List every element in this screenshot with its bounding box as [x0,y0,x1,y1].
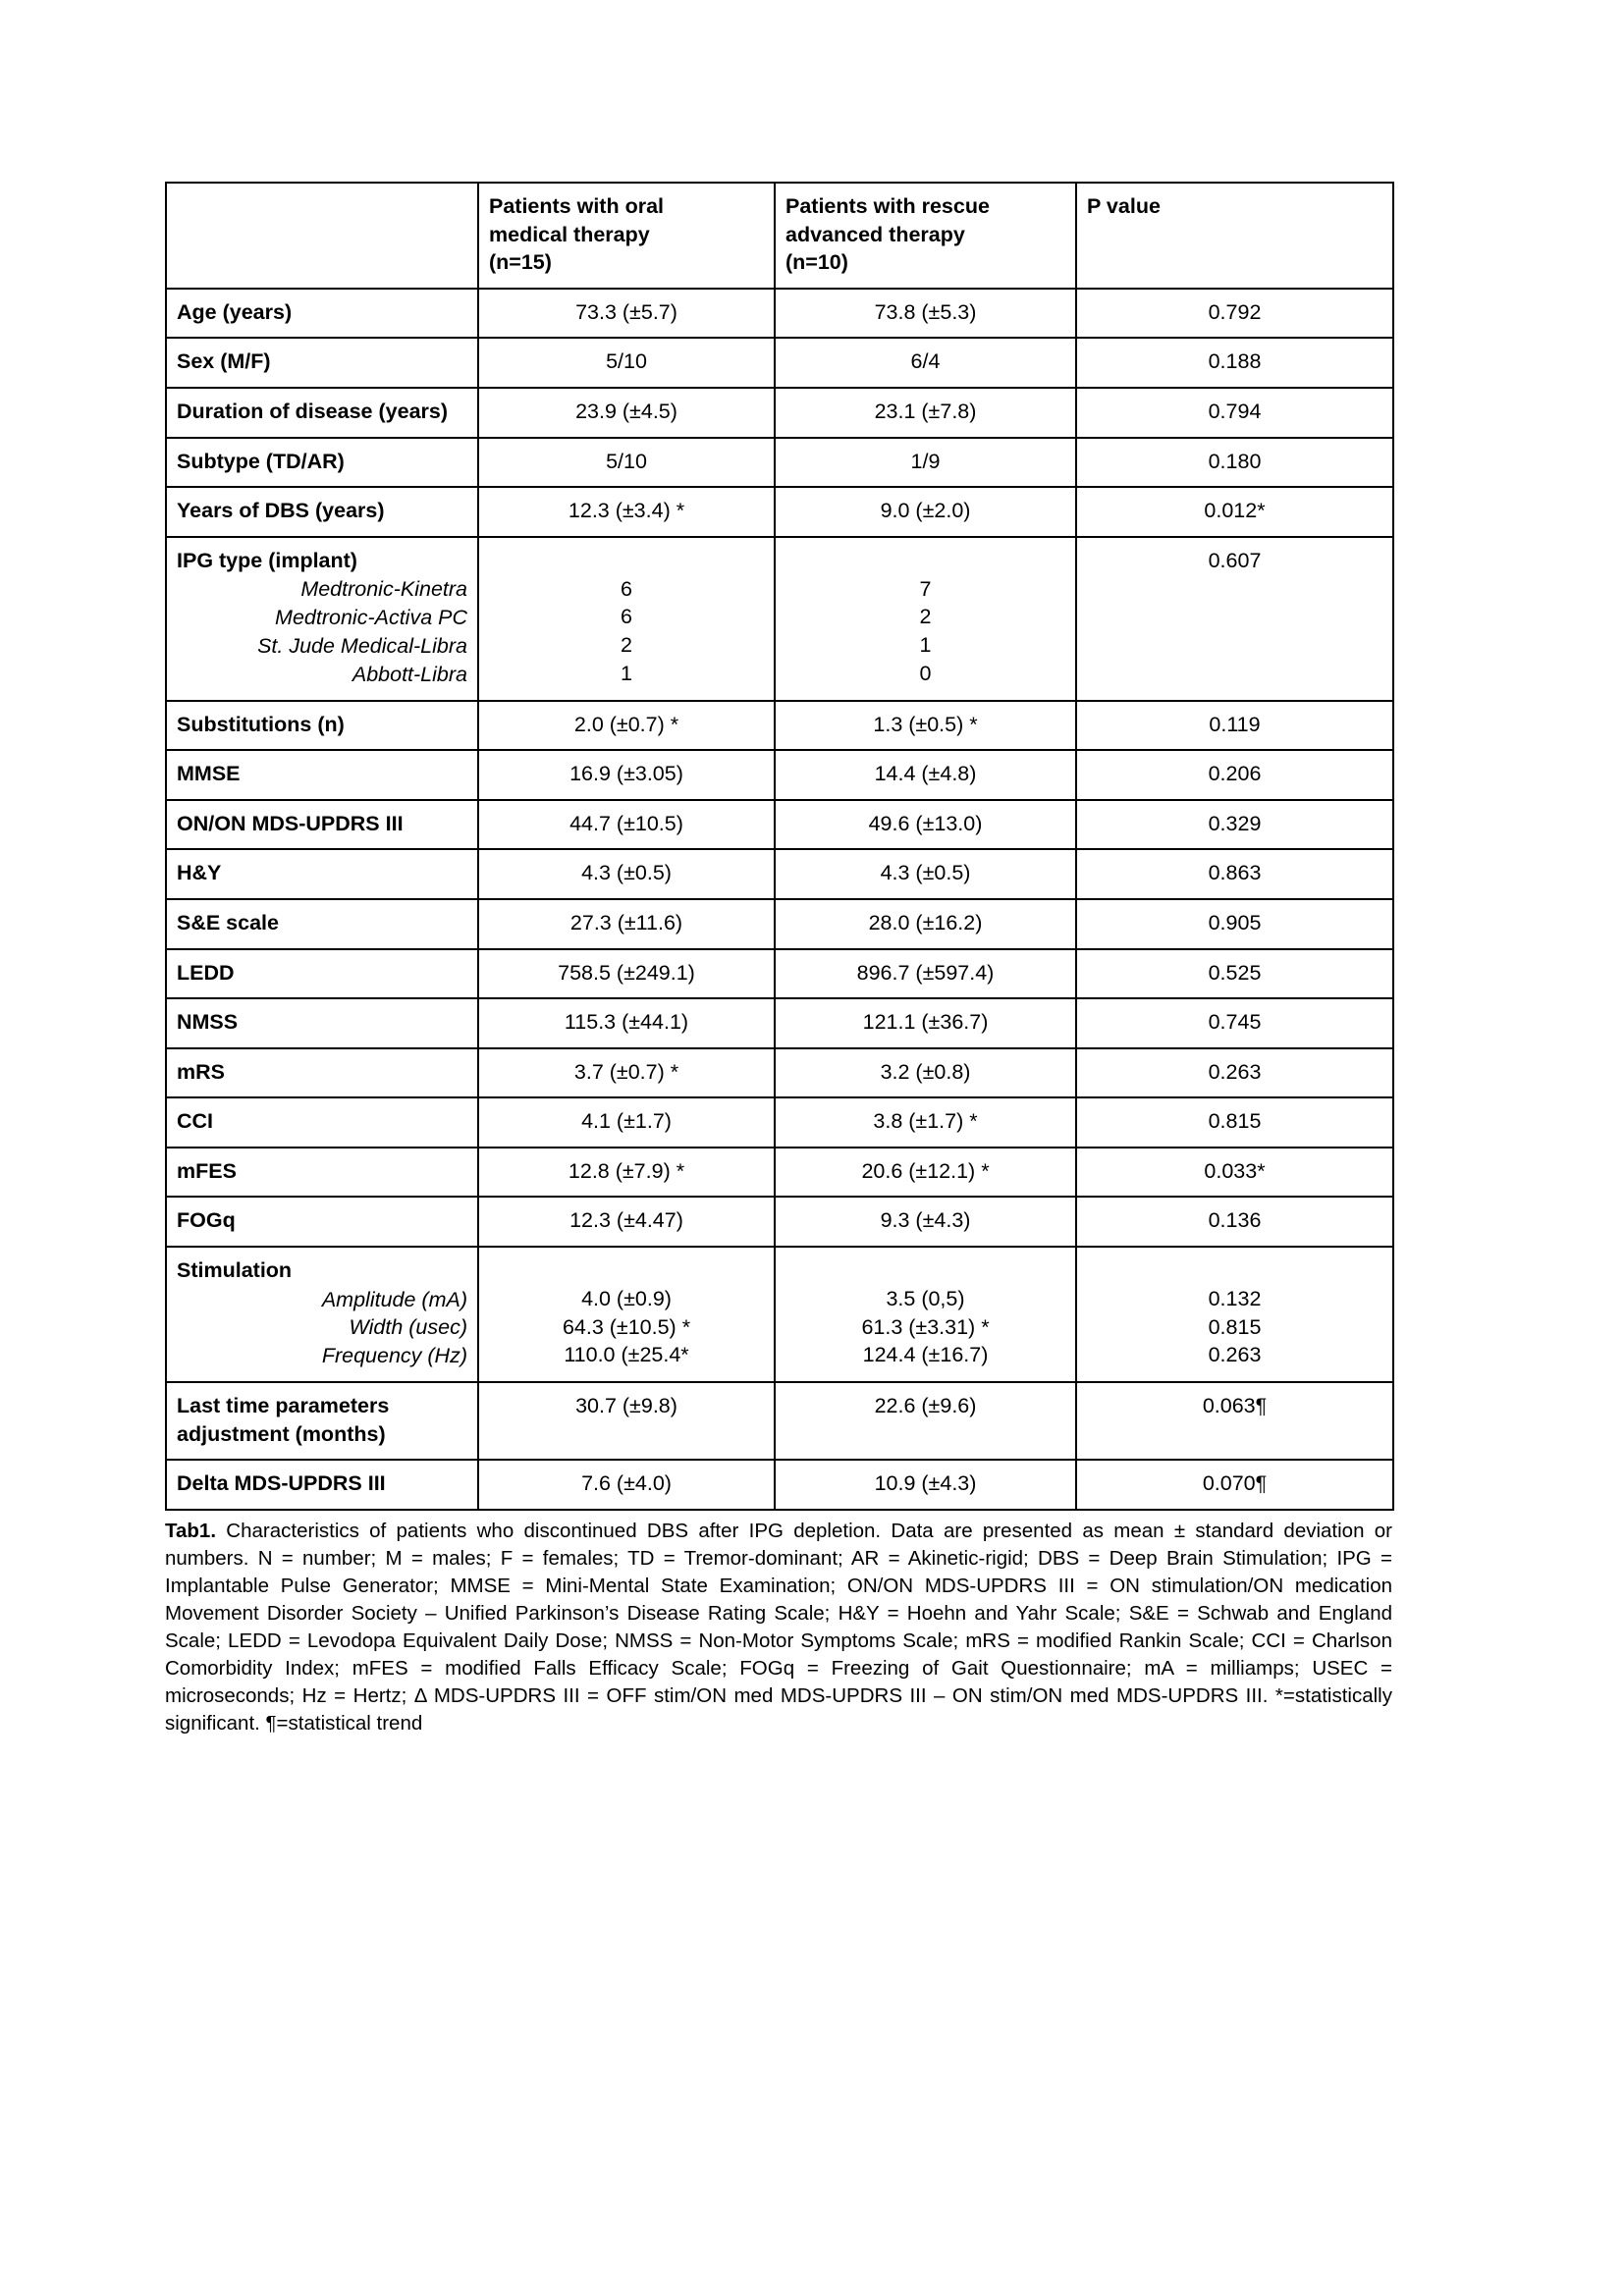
stimulation-item-rescue: 61.3 (±3.31) * [861,1314,990,1339]
row-rescue-value: 1.3 (±0.5) * [775,701,1076,751]
ipg-item-rescue: 0 [919,661,932,685]
stimulation-item-oral: 110.0 (±25.4* [564,1343,689,1367]
row-rescue-value: 73.8 (±5.3) [775,289,1076,339]
table-row [166,1197,1393,1247]
row-label: mRS [166,1048,478,1098]
row-oral-value: 5/10 [478,438,775,488]
stimulation-item-p: 0.815 [1208,1314,1262,1339]
row-p-value: 0.863 [1076,849,1393,899]
row-oral-value: 30.7 (±9.8) [478,1382,775,1460]
row-label: ON/ON MDS-UPDRS III [166,800,478,850]
row-label: Delta MDS-UPDRS III [166,1460,478,1510]
table-row [166,438,1393,488]
row-label: S&E scale [166,899,478,949]
table-row [166,1097,1393,1148]
row-label: H&Y [166,849,478,899]
row-oral-value: 4.3 (±0.5) [478,849,775,899]
characteristics-table [165,182,1394,1511]
header-oral-line3: (n=15) [489,250,552,275]
row-rescue-value: 14.4 (±4.8) [775,750,1076,800]
header-blank-cell [166,183,478,289]
header-rescue-line1: Patients with rescue [785,194,990,218]
row-oral-value: 4.1 (±1.7) [478,1097,775,1148]
stimulation-item-p: 0.132 [1208,1286,1262,1310]
row-label: FOGq [166,1197,478,1247]
header-oral-line2: medical therapy [489,222,650,246]
stimulation-item-rescue: 124.4 (±16.7) [862,1343,989,1367]
table-row [166,899,1393,949]
ipg-item-label: Abbott-Libra [352,662,467,686]
row-p-value: 0.012* [1076,487,1393,537]
table-row [166,1048,1393,1098]
row-oral-value: 758.5 (±249.1) [478,949,775,999]
stimulation-item-label: Width (usec) [349,1315,467,1340]
row-p-value: 0.206 [1076,750,1393,800]
header-oral-therapy [478,183,775,289]
row-p-value: 0.070¶ [1076,1460,1393,1510]
row-label: NMSS [166,998,478,1048]
stimulation-rescue-values [775,1247,1076,1382]
row-p-value: 0.263 [1076,1048,1393,1098]
row-label: Duration of disease (years) [166,388,478,438]
table-row-stimulation-group [166,1247,1393,1382]
ipg-item-label: St. Jude Medical-Libra [257,633,467,658]
ipg-group-label: IPG type (implant) [177,548,357,572]
table-row [166,289,1393,339]
stimulation-item-label: Amplitude (mA) [321,1287,467,1311]
row-label: CCI [166,1097,478,1148]
row-oral-value: 12.8 (±7.9) * [478,1148,775,1198]
row-p-value: 0.525 [1076,949,1393,999]
row-oral-value: 73.3 (±5.7) [478,289,775,339]
row-oral-value: 7.6 (±4.0) [478,1460,775,1510]
row-p-value: 0.815 [1076,1097,1393,1148]
row-p-value: 0.119 [1076,701,1393,751]
row-label: Age (years) [166,289,478,339]
header-rescue-line3: (n=10) [785,250,848,275]
table-header-row [166,183,1393,289]
table-row-ipg-group [166,537,1393,701]
table-row [166,750,1393,800]
table-row [166,949,1393,999]
header-p-value [1076,183,1393,289]
row-oral-value: 12.3 (±4.47) [478,1197,775,1247]
ipg-item-label: Medtronic-Activa PC [275,606,467,630]
row-rescue-value: 22.6 (±9.6) [775,1382,1076,1460]
stimulation-group-label: Stimulation [177,1258,293,1283]
stimulation-p-values [1076,1247,1393,1382]
table-row [166,338,1393,388]
row-rescue-value: 23.1 (±7.8) [775,388,1076,438]
row-oral-value: 5/10 [478,338,775,388]
table-row [166,998,1393,1048]
table-row [166,1382,1393,1460]
row-label: Subtype (TD/AR) [166,438,478,488]
table-row [166,1148,1393,1198]
row-oral-value: 2.0 (±0.7) * [478,701,775,751]
row-p-value: 0.745 [1076,998,1393,1048]
table-row [166,800,1393,850]
ipg-p-value: 0.607 [1076,537,1393,701]
row-oral-value: 3.7 (±0.7) * [478,1048,775,1098]
row-rescue-value: 9.0 (±2.0) [775,487,1076,537]
row-label: mFES [166,1148,478,1198]
row-oral-value: 27.3 (±11.6) [478,899,775,949]
row-rescue-value: 1/9 [775,438,1076,488]
header-p-line1: P value [1087,194,1161,218]
table-row [166,1460,1393,1510]
row-label: Last time parameters adjustment (months) [166,1382,478,1460]
row-rescue-value: 4.3 (±0.5) [775,849,1076,899]
ipg-rescue-values [775,537,1076,701]
table-row [166,849,1393,899]
ipg-item-label: Medtronic-Kinetra [300,577,467,602]
row-rescue-value: 49.6 (±13.0) [775,800,1076,850]
stimulation-item-oral: 64.3 (±10.5) * [562,1314,691,1339]
row-oral-value: 12.3 (±3.4) * [478,487,775,537]
ipg-group-label-cell [166,537,478,701]
ipg-item-rescue: 1 [919,633,932,658]
row-oral-value: 23.9 (±4.5) [478,388,775,438]
row-p-value: 0.794 [1076,388,1393,438]
row-p-value: 0.063¶ [1076,1382,1393,1460]
row-rescue-value: 896.7 (±597.4) [775,949,1076,999]
row-p-value: 0.329 [1076,800,1393,850]
header-rescue-therapy [775,183,1076,289]
header-rescue-line2: advanced therapy [785,222,965,246]
row-oral-value: 44.7 (±10.5) [478,800,775,850]
caption-text: Characteristics of patients who discontinued DBS after IPG depletion. Data are presented as mean ± standard deviation or numbers. N = number; M = males; F = females; TD = Tremor-dominant; AR = Akinetic-rigid; DBS = Deep Brain Stimulation; IPG = Implantable Pulse Generator; MMSE = Mini-Mental State Examination; ON/ON MDS-UPDRS III = ON stimulation/ON medication Movement Disorder Society – Unified Parkinson’s Disease Rating Scale; H&Y = Hoehn and Yahr Scale; S&E = Schwab and England Scale; LEDD = Levodopa Equivalent Daily Dose; NMSS = Non-Motor Symptoms Scale; mRS = modified Rankin Scale; CCI = Charlson Comorbidity Index; mFES = modified Falls Efficacy Scale; FOGq = Freezing of Gait Questionnaire; mA = milliamps; USEC = microseconds; Hz = Hertz; Δ MDS-UPDRS III = OFF stim/ON med MDS-UPDRS III – ON stim/ON med MDS-UPDRS III. *=statistically significant. ¶=statistical trend [165,1519,1392,1735]
row-rescue-value: 3.8 (±1.7) * [775,1097,1076,1148]
row-rescue-value: 121.1 (±36.7) [775,998,1076,1048]
stimulation-group-label-cell [166,1247,478,1382]
stimulation-item-oral: 4.0 (±0.9) [581,1286,672,1310]
table-row [166,487,1393,537]
ipg-item-rescue: 2 [919,605,932,629]
caption-tag: Tab1. [165,1519,217,1542]
table-row [166,388,1393,438]
row-rescue-value: 20.6 (±12.1) * [775,1148,1076,1198]
row-p-value: 0.905 [1076,899,1393,949]
row-rescue-value: 9.3 (±4.3) [775,1197,1076,1247]
row-p-value: 0.188 [1076,338,1393,388]
row-p-value: 0.792 [1076,289,1393,339]
row-p-value: 0.180 [1076,438,1393,488]
ipg-item-oral: 6 [621,576,632,601]
row-p-value: 0.033* [1076,1148,1393,1198]
row-label: Substitutions (n) [166,701,478,751]
row-oral-value: 115.3 (±44.1) [478,998,775,1048]
row-rescue-value: 6/4 [775,338,1076,388]
row-label: Years of DBS (years) [166,487,478,537]
row-label: MMSE [166,750,478,800]
table-caption [165,1518,1392,1738]
row-label: Sex (M/F) [166,338,478,388]
row-oral-value: 16.9 (±3.05) [478,750,775,800]
row-rescue-value: 10.9 (±4.3) [775,1460,1076,1510]
ipg-item-oral: 1 [621,661,632,685]
stimulation-oral-values [478,1247,775,1382]
ipg-item-oral: 6 [621,605,632,629]
stimulation-item-label: Frequency (Hz) [321,1344,467,1368]
table-row [166,701,1393,751]
row-label: LEDD [166,949,478,999]
header-oral-line1: Patients with oral [489,194,665,218]
ipg-item-rescue: 7 [919,576,932,601]
row-rescue-value: 3.2 (±0.8) [775,1048,1076,1098]
row-rescue-value: 28.0 (±16.2) [775,899,1076,949]
stimulation-item-p: 0.263 [1208,1343,1262,1367]
ipg-oral-values [478,537,775,701]
stimulation-item-rescue: 3.5 (0,5) [886,1286,965,1310]
row-p-value: 0.136 [1076,1197,1393,1247]
ipg-item-oral: 2 [621,633,632,658]
